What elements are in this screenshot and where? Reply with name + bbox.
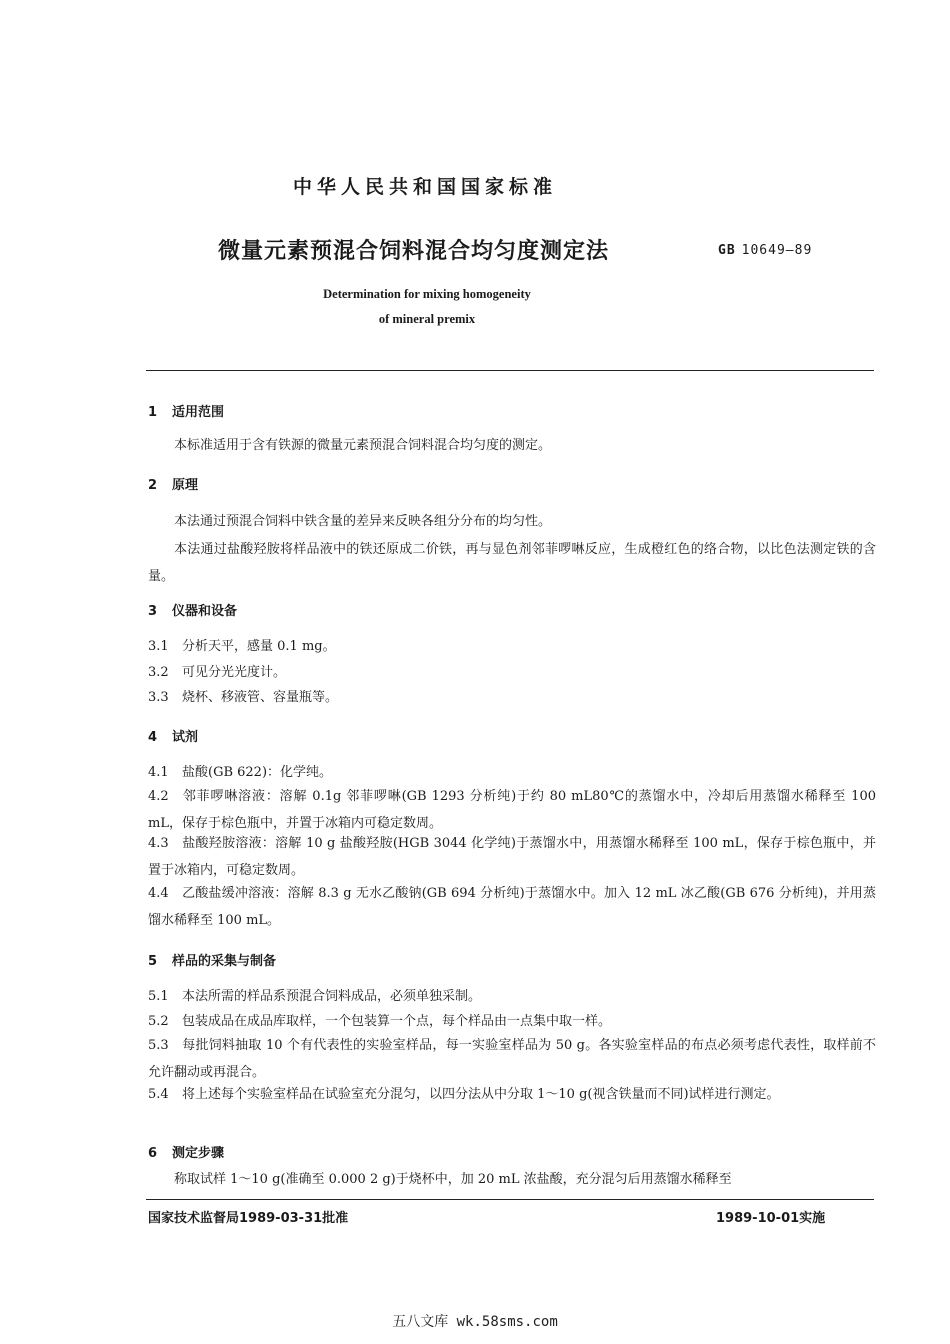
section-number: 5: [148, 954, 158, 969]
item-text: 每批饲料抽取 10 个有代表性的实验室样品，每一实验室样品为 50 g。各实验室样品的布点必须考虑代表性，取样前不允许翻动或再混合。: [148, 1038, 876, 1080]
item-number: 5.4: [148, 1087, 169, 1102]
section-title: 样品的采集与制备: [172, 954, 277, 969]
item-number: 3.1: [148, 639, 169, 654]
item-text: 烧杯、移液管、容量瓶等。: [182, 690, 339, 705]
item-text: 将上述每个实验室样品在试验室充分混匀，以四分法从中分取 1～10 g(视含铁量而不同)试样进行测定。: [182, 1087, 780, 1102]
item-number: 5.3: [148, 1038, 169, 1053]
list-item: [148, 659, 876, 686]
section-1-paragraph: 本标准适用于含有铁源的微量元素预混合饲料混合均匀度的测定。: [174, 438, 552, 453]
standard-code-prefix: GB: [718, 243, 736, 258]
section-title: 适用范围: [172, 405, 225, 420]
section-4-heading: [148, 726, 198, 745]
list-item: [148, 759, 876, 786]
item-number: 3.2: [148, 665, 169, 680]
section-6-heading: [148, 1142, 224, 1161]
item-number: 4.1: [148, 765, 169, 780]
item-number: 4.4: [148, 886, 169, 901]
item-number: 5.2: [148, 1014, 169, 1029]
item-number: 4.3: [148, 836, 169, 851]
section-title: 原理: [172, 478, 199, 493]
list-item: [148, 880, 876, 934]
watermark: 五八文库 wk.58sms.com: [392, 1314, 558, 1330]
list-item: [148, 830, 876, 884]
section-5-heading: [148, 950, 276, 969]
section-number: 6: [148, 1146, 158, 1161]
list-item: [148, 1081, 876, 1108]
item-number: 5.1: [148, 989, 169, 1004]
item-text: 邻菲啰啉溶液：溶解 0.1g 邻菲啰啉(GB 1293 分析纯)于约 80 mL80℃的蒸馏水中，冷却后用蒸馏水稀释至 100 mL，保存于棕色瓶中，并置于冰箱内可稳定数周。: [148, 789, 876, 831]
header-divider: [146, 370, 874, 371]
section-2-paragraph-2: 本法通过盐酸羟胺将样品液中的铁还原成二价铁，再与显色剂邻菲啰啉反应，生成橙红色的络合物，以比色法测定铁的含量。: [148, 542, 876, 584]
section-title: 仪器和设备: [172, 604, 238, 619]
list-item: [148, 633, 876, 660]
effective-date: 1989-10-01实施: [716, 1211, 826, 1226]
section-2-paragraph-1: 本法通过预混合饲料中铁含量的差异来反映各组分分布的均匀性。: [174, 514, 552, 529]
list-item: [148, 684, 876, 711]
item-text: 乙酸盐缓冲溶液：溶解 8.3 g 无水乙酸钠(GB 694 分析纯)于蒸馏水中。加入 12 mL 冰乙酸(GB 676 分析纯)，并用蒸馏水稀释至 100 mL。: [148, 886, 876, 928]
document-title-cn: 微量元素预混合饲料混合均匀度测定法: [218, 239, 610, 264]
list-item: [148, 1032, 876, 1086]
item-number: 4.2: [148, 789, 169, 804]
section-number: 2: [148, 478, 158, 493]
item-text: 盐酸羟胺溶液：溶解 10 g 盐酸羟胺(HGB 3044 化学纯)于蒸馏水中，用蒸馏水稀释至 100 mL，保存于棕色瓶中，并置于冰箱内，可稳定数周。: [148, 836, 876, 878]
section-title: 测定步骤: [172, 1146, 225, 1161]
approval-date: 国家技术监督局1989-03-31批准: [148, 1211, 349, 1226]
document-title-en-line1: Determination for mixing homogeneity: [323, 287, 531, 301]
standard-code-number: 10649—89: [741, 243, 813, 258]
standard-category-heading: 中华人民共和国国家标准: [292, 176, 557, 198]
item-text: 包装成品在成品库取样，一个包装算一个点，每个样品由一点集中取一样。: [182, 1014, 612, 1029]
section-title: 试剂: [172, 730, 199, 745]
section-number: 3: [148, 604, 158, 619]
section-2-heading: [148, 474, 198, 493]
item-text: 盐酸(GB 622)：化学纯。: [182, 765, 333, 780]
section-6-paragraph: 称取试样 1～10 g(准确至 0.000 2 g)于烧杯中，加 20 mL 浓盐酸，充分混匀后用蒸馏水稀释至: [174, 1172, 732, 1187]
item-text: 分析天平，感量 0.1 mg。: [182, 639, 336, 654]
standard-code: [718, 243, 812, 258]
section-1-heading: [148, 401, 224, 420]
item-text: 可见分光光度计。: [182, 665, 287, 680]
item-number: 3.3: [148, 690, 169, 705]
section-3-heading: [148, 600, 237, 619]
list-item: [148, 1008, 876, 1035]
section-number: 4: [148, 730, 158, 745]
list-item: [148, 783, 876, 837]
section-number: 1: [148, 405, 158, 420]
document-title-en-line2: of mineral premix: [378, 312, 476, 326]
list-item: [148, 983, 876, 1010]
footer-divider: [146, 1199, 874, 1200]
item-text: 本法所需的样品系预混合饲料成品，必须单独采制。: [182, 989, 482, 1004]
